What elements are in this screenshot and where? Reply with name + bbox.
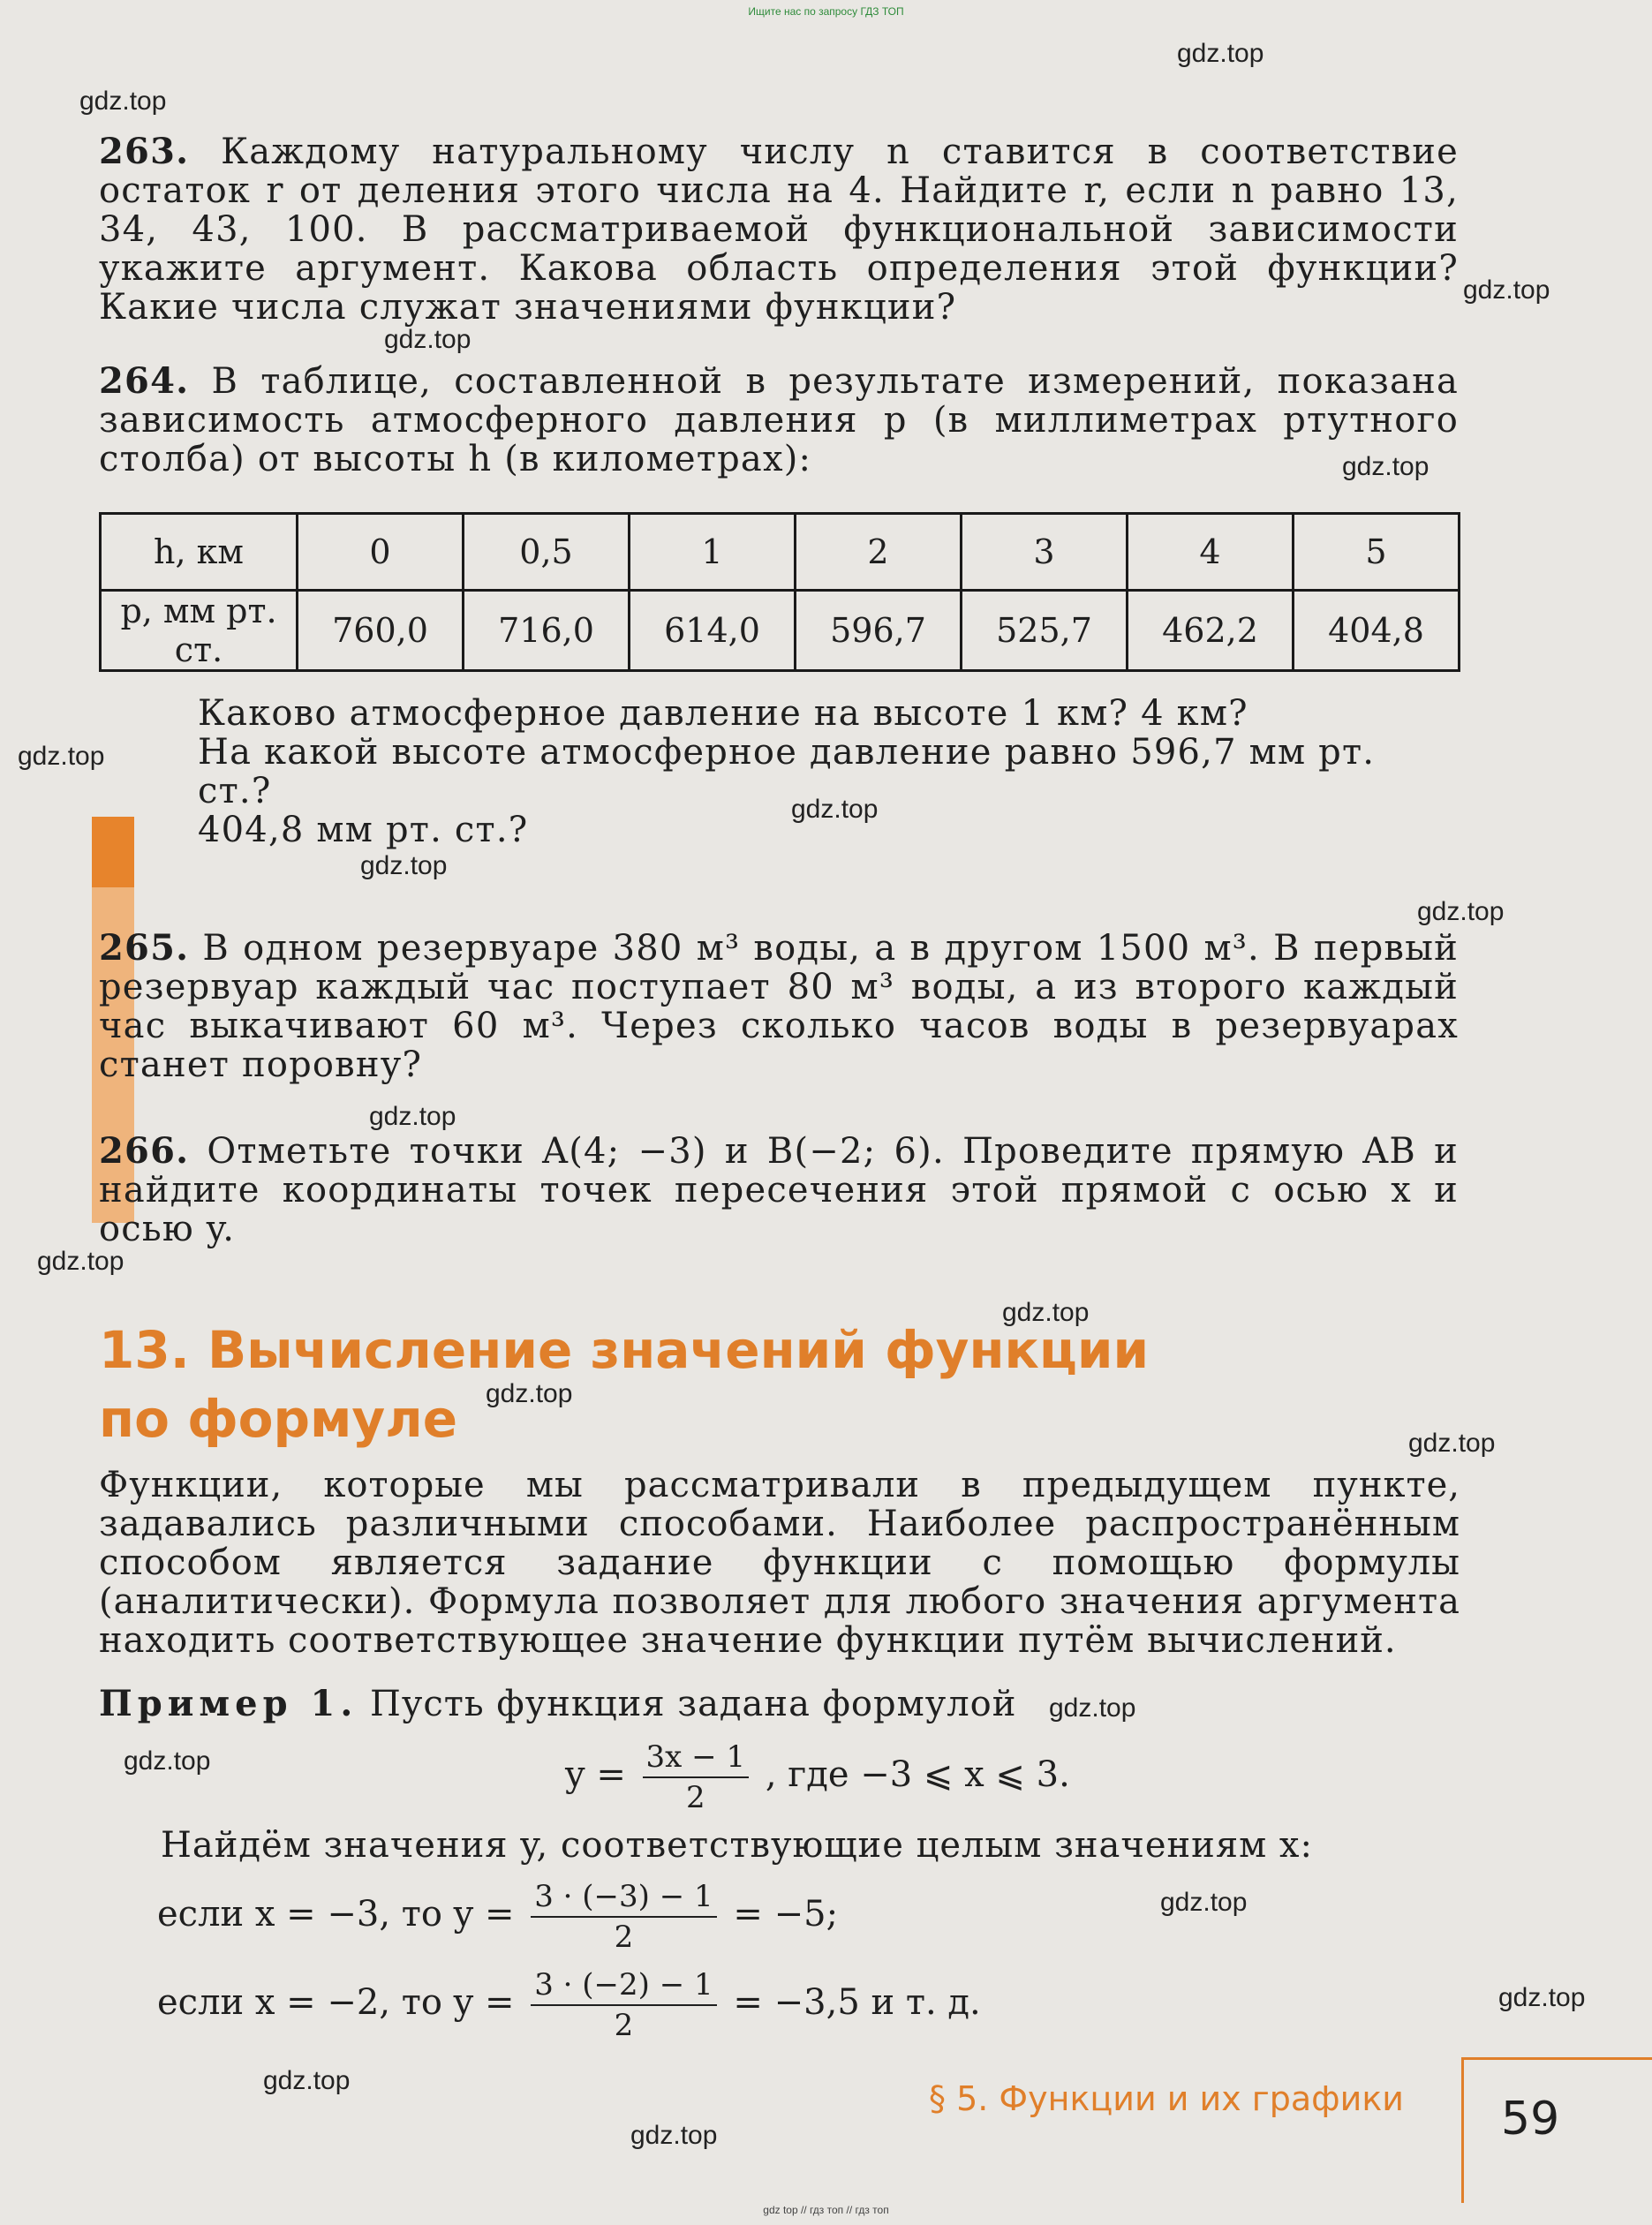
watermark: gdz.top	[369, 1102, 456, 1131]
section-title-line: по формуле	[99, 1389, 458, 1449]
watermark: gdz.top	[1417, 897, 1505, 926]
footer-divider	[1461, 2057, 1464, 2203]
calc-condition: если x = −2, то y =	[157, 1982, 515, 2023]
problem-266	[99, 1132, 1459, 1248]
header-note: Ищите нас по запросу ГДЗ ТОП	[748, 5, 904, 18]
marginal-marker-top	[92, 817, 134, 887]
section-intro: Функции, которые мы рассматривали в предыдущем пункте, задавались различными способами. Наиболее распространённым способом является задание функции с помощью формулы (аналитически). Формула позволяет для любого значения аргумента находить соответствующее значение функции путём вычислений.	[99, 1465, 1460, 1661]
chapter-footer: § 5. Функции и их графики	[929, 2079, 1404, 2118]
table-cell: 404,8	[1294, 591, 1460, 671]
example-label: Пример 1.	[99, 1683, 358, 1724]
footer-divider	[1461, 2057, 1652, 2060]
table-cell: 2	[796, 514, 962, 591]
fraction-denominator: 2	[614, 1920, 634, 1955]
section-title-line: 13. Вычисление значений функции	[99, 1320, 1150, 1380]
fraction-numerator: 3x − 1	[643, 1738, 750, 1778]
question-line: Каково атмосферное давление на высоте 1 км? 4 км?	[198, 693, 1248, 734]
problem-number: 264.	[99, 360, 190, 402]
question-line: 404,8 мм рт. ст.?	[198, 810, 529, 850]
fraction-numerator: 3 · (−2) − 1	[531, 1965, 716, 2006]
watermark: gdz.top	[1002, 1298, 1090, 1327]
watermark: gdz.top	[37, 1247, 124, 1276]
formula-fraction	[643, 1738, 750, 1817]
table-cell: 462,2	[1128, 591, 1294, 671]
watermark: gdz.top	[1408, 1429, 1496, 1458]
calc-fraction	[531, 1965, 716, 2045]
table-cell: 0,5	[464, 514, 630, 591]
example-text: Пусть функция задана формулой	[369, 1684, 1017, 1724]
table-cell: 716,0	[464, 591, 630, 671]
fraction-denominator: 2	[686, 1780, 705, 1815]
table-cell: 596,7	[796, 591, 962, 671]
watermark: gdz.top	[18, 742, 105, 771]
calculation-1	[157, 1877, 838, 1957]
watermark: gdz.top	[630, 2121, 718, 2150]
table-cell: 525,7	[962, 591, 1128, 671]
calculation-2	[157, 1965, 981, 2045]
watermark: gdz.top	[360, 851, 448, 880]
problem-263	[99, 132, 1459, 327]
formula-domain: , где −3 ⩽ x ⩽ 3.	[765, 1754, 1070, 1795]
example-1	[99, 1685, 1460, 1723]
table-row-label: p, мм рт. ст.	[101, 591, 298, 671]
footer-note: gdz top // гдз топ // гдз топ	[763, 2204, 889, 2216]
table-cell: 5	[1294, 514, 1460, 591]
problem-number: 266.	[99, 1130, 190, 1172]
watermark: gdz.top	[1049, 1693, 1136, 1723]
calc-condition: если x = −3, то y =	[157, 1894, 515, 1935]
table-cell: 0	[298, 514, 464, 591]
fraction-numerator: 3 · (−3) − 1	[531, 1877, 716, 1918]
watermark: gdz.top	[1463, 275, 1550, 305]
table-cell: 1	[630, 514, 796, 591]
watermark: gdz.top	[1160, 1888, 1248, 1917]
problem-number: 263.	[99, 131, 190, 172]
calc-result: = −5;	[733, 1894, 839, 1935]
find-values-text: Найдём значения y, соответствующие целым значениям x:	[161, 1825, 1313, 1866]
watermark: gdz.top	[791, 795, 879, 824]
pressure-table	[99, 512, 1460, 672]
watermark: gdz.top	[384, 325, 471, 354]
problem-264-questions	[99, 694, 1459, 849]
problem-text: Каждому натуральному числу n ставится в соответствие остаток r от деления этого числа на 4. Найдите r, если n равно 13, 34, 43, 100. В рассматриваемой функциональной зависимости укажите аргумент. Какова область определения этой функции? Какие числа служат значениями функции?	[99, 132, 1460, 328]
question-line: На какой высоте атмосферное давление равно 596,7 мм рт. ст.?	[198, 732, 1376, 811]
table-row-label: h, км	[101, 514, 298, 591]
table-row	[101, 514, 1460, 591]
problem-text: В таблице, составленной в результате измерений, показана зависимость атмосферного давления p (в миллиметрах ртутного столба) от высоты h (в километрах):	[99, 361, 1459, 479]
table-cell: 614,0	[630, 591, 796, 671]
watermark: gdz.top	[263, 2066, 351, 2095]
watermark: gdz.top	[79, 87, 167, 116]
problem-265	[99, 929, 1459, 1084]
table-cell: 4	[1128, 514, 1294, 591]
calc-result: = −3,5 и т. д.	[733, 1982, 981, 2023]
formula-lhs: y =	[565, 1754, 626, 1795]
fraction-denominator: 2	[614, 2008, 634, 2043]
section-title	[99, 1316, 1149, 1453]
table-cell: 3	[962, 514, 1128, 591]
function-formula	[565, 1738, 1070, 1817]
table-cell: 760,0	[298, 591, 464, 671]
watermark: gdz.top	[1177, 39, 1264, 68]
problem-text: Отметьте точки A(4; −3) и B(−2; 6). Проведите прямую AB и найдите координаты точек пересечения этой прямой с осью x и осью y.	[99, 1131, 1459, 1249]
problem-264	[99, 362, 1459, 479]
watermark: gdz.top	[1498, 1983, 1586, 2012]
watermark: gdz.top	[486, 1379, 573, 1408]
watermark: gdz.top	[1342, 452, 1429, 481]
watermark: gdz.top	[124, 1746, 211, 1776]
calc-fraction	[531, 1877, 716, 1957]
page-number: 59	[1501, 2093, 1560, 2146]
table-row	[101, 591, 1460, 671]
problem-number: 265.	[99, 927, 190, 969]
problem-text: В одном резервуаре 380 м³ воды, а в другом 1500 м³. В первый резервуар каждый час поступает 80 м³ воды, а из второго каждый час выкачивают 60 м³. Через сколько часов воды в резервуарах станет поровну?	[99, 928, 1459, 1085]
